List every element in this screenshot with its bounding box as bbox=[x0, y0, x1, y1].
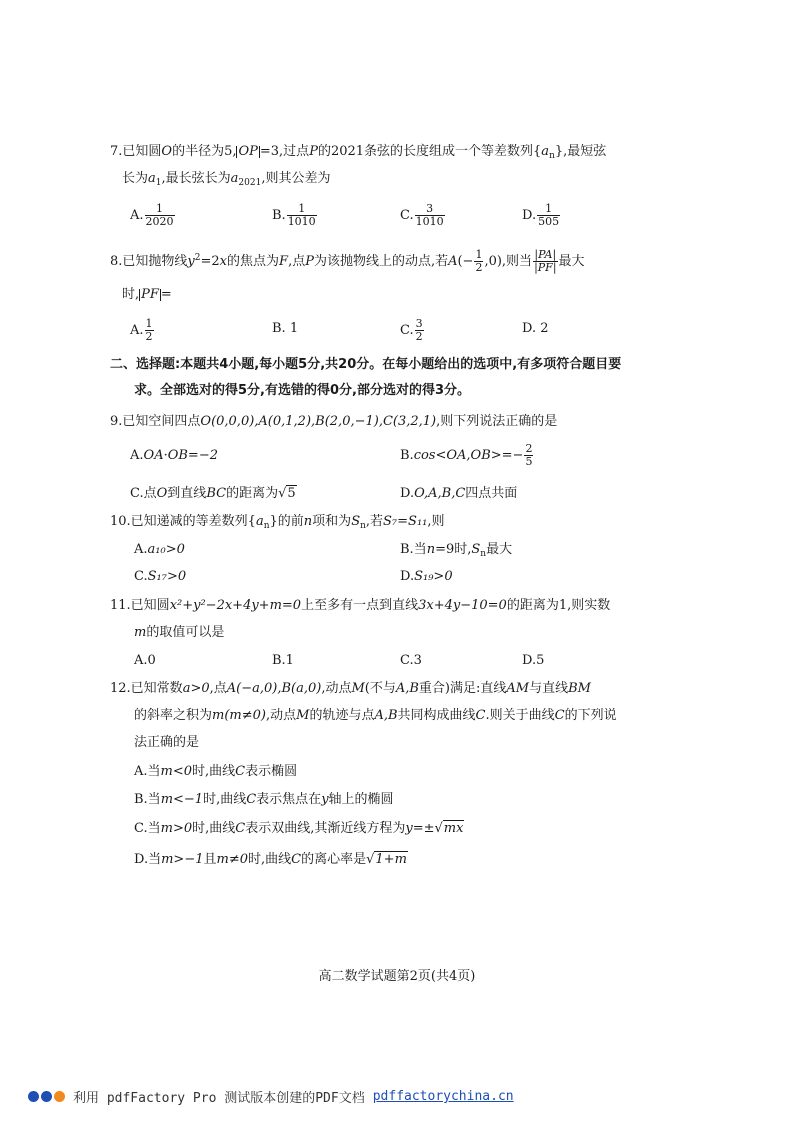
denominator: 2020 bbox=[145, 215, 174, 228]
q9-radicand: 5 bbox=[287, 486, 296, 501]
q12-b-text-2: 表示焦点在 bbox=[256, 792, 322, 807]
q11-option-a: A.0 bbox=[134, 653, 156, 668]
q11-line-eq: 3x+4y−10=0 bbox=[418, 598, 507, 613]
fraction bbox=[524, 443, 533, 468]
q12-c-text-2: 表示双曲线,其渐近线方程为 bbox=[245, 821, 406, 836]
q7-a1: a bbox=[148, 171, 156, 186]
q7-o: O bbox=[161, 144, 173, 159]
option-label: D. bbox=[400, 569, 415, 584]
q11-line1 bbox=[110, 597, 610, 615]
q10-b-n: n bbox=[426, 542, 436, 557]
section2-heading: 二、选择题:本题共4小题,每小题5分,共20分。在每小题给出的选项中,有多项符合题目要 bbox=[110, 357, 622, 372]
q8-text-d: 为该抛物线上的动点,若 bbox=[313, 254, 449, 269]
q12-c-radicand: mx bbox=[443, 821, 464, 836]
q12-am: AM bbox=[506, 681, 530, 696]
q12-a-cond: m<0 bbox=[160, 764, 193, 779]
q12-a-text: 时,曲线 bbox=[192, 764, 236, 779]
numerator: 1 bbox=[537, 203, 560, 216]
fraction bbox=[415, 318, 424, 343]
q12-text: 12.已知常数 bbox=[110, 681, 183, 696]
q12-option-a bbox=[134, 763, 297, 781]
q7-an: a bbox=[541, 144, 550, 159]
denominator: 2 bbox=[475, 261, 483, 274]
q10-text-b: }的前 bbox=[269, 514, 304, 529]
q12-b-cond: m<−1 bbox=[160, 792, 204, 807]
q8-text-b: 的焦点为 bbox=[227, 254, 280, 269]
denominator: 2 bbox=[145, 330, 153, 343]
q12-text-j: 共同构成曲线 bbox=[397, 708, 476, 723]
fraction bbox=[474, 249, 483, 274]
q7-a2021: a bbox=[230, 171, 239, 186]
q7-op-abs bbox=[236, 146, 259, 158]
q7-text-d: 的2021条弦的长度组成一个等差数列{ bbox=[317, 144, 542, 159]
q12-a-text-2: 表示椭圆 bbox=[245, 764, 298, 779]
option-label: A. bbox=[130, 448, 144, 463]
q10-b-sub: n bbox=[480, 549, 487, 559]
q7-line2 bbox=[122, 170, 330, 192]
option-label: B.当 bbox=[400, 542, 427, 557]
q12-b-y: y bbox=[321, 792, 329, 807]
q8-f: F bbox=[279, 254, 289, 269]
q12-d-radicand: 1+m bbox=[375, 852, 407, 867]
q8-option-a bbox=[130, 318, 155, 343]
option-label: B.当 bbox=[134, 792, 161, 807]
option-value: 2 bbox=[540, 321, 549, 336]
q12-text-c: ,动点 bbox=[321, 681, 352, 696]
q8-a: A bbox=[448, 254, 458, 269]
q9-option-d bbox=[400, 485, 517, 503]
ratio-fraction bbox=[533, 249, 557, 274]
option-label: D. bbox=[522, 321, 537, 336]
numerator: 1 bbox=[287, 203, 317, 216]
q8-p: P bbox=[305, 254, 314, 269]
q10-n: n bbox=[303, 514, 313, 529]
logo-dot-icon bbox=[28, 1091, 39, 1102]
q12-option-b bbox=[134, 791, 394, 809]
q9-text-b: ,则下列说法正确的是 bbox=[436, 414, 558, 429]
denominator: 5 bbox=[525, 455, 533, 468]
option-label: D. bbox=[522, 208, 537, 223]
q7-option-b bbox=[272, 203, 318, 228]
q7-option-a bbox=[130, 203, 176, 228]
q10-s-sub: n bbox=[360, 521, 366, 531]
q10-b-s: S bbox=[471, 542, 481, 557]
fraction bbox=[145, 318, 154, 343]
q10-a-val: a₁₀>0 bbox=[147, 542, 185, 557]
q11-text-d: 的取值可以是 bbox=[146, 625, 225, 640]
q12-c-text: 时,曲线 bbox=[192, 821, 236, 836]
q7-text: 7.已知圆 bbox=[110, 144, 162, 159]
denominator: |PF| bbox=[534, 261, 557, 274]
q8-option-b bbox=[272, 320, 298, 338]
watermark-text: 利用 pdfFactory Pro 测试版本创建的PDF文档 bbox=[73, 1091, 365, 1106]
option-label: B. bbox=[400, 448, 414, 463]
q9-text-c: 到直线 bbox=[167, 486, 207, 501]
q12-text-f: 与直线 bbox=[529, 681, 569, 696]
q9-text-d: 的距离为 bbox=[226, 486, 279, 501]
q12-line1 bbox=[110, 680, 591, 698]
q7-option-c bbox=[400, 203, 446, 228]
q11-line2 bbox=[134, 624, 224, 642]
q10-text-d: ,若 bbox=[365, 514, 384, 529]
q9-stem bbox=[110, 413, 557, 431]
section2-instructions: 求。全部选对的得5分,有选错的得0分,部分选对的得3分。 bbox=[134, 383, 471, 398]
q9-option-b bbox=[400, 443, 534, 468]
q9-points: O(0,0,0),A(0,1,2),B(2,0,−1),C(3,2,1) bbox=[200, 414, 437, 429]
q10-an-sub: n bbox=[263, 521, 270, 531]
q12-option-c bbox=[134, 820, 464, 838]
q11-text-c: 的距离为1,则实数 bbox=[506, 598, 611, 613]
pdffactory-watermark bbox=[28, 1087, 514, 1106]
q8-option-d bbox=[522, 320, 549, 338]
q8-text-f: 时, bbox=[122, 287, 140, 302]
q7-option-d bbox=[522, 203, 561, 228]
q9-points-d: O,A,B,C bbox=[414, 486, 466, 501]
q10-eq: S₇=S₁₁ bbox=[383, 514, 428, 529]
q11-option-c: C.3 bbox=[400, 653, 422, 668]
q8-eq: =2 bbox=[200, 254, 220, 269]
q12-line3: 法正确的是 bbox=[134, 735, 200, 750]
q11-text-b: 上至多有一点到直线 bbox=[301, 598, 419, 613]
q9-option-a bbox=[130, 447, 218, 465]
q12-c-cond: m>0 bbox=[160, 821, 193, 836]
q8-text-g: = bbox=[160, 287, 172, 302]
denominator: 505 bbox=[538, 215, 560, 228]
q12-points: A(−a,0),B(a,0) bbox=[226, 681, 322, 696]
q7-a1-sub: 1 bbox=[155, 178, 162, 188]
option-label: C.点 bbox=[130, 486, 157, 501]
q10-text-c: 项和为 bbox=[312, 514, 352, 529]
option-value: 1 bbox=[289, 321, 299, 336]
q10-an: a bbox=[255, 514, 264, 529]
q8-pa: PA bbox=[538, 248, 553, 261]
q8-text: 8.已知抛物线 bbox=[110, 254, 188, 269]
q8-pre: (− bbox=[457, 254, 474, 269]
option-label: B. bbox=[272, 321, 286, 336]
q7-text-c: =3,过点 bbox=[259, 144, 310, 159]
q9-cos: cos<OA,OB>=− bbox=[413, 448, 524, 463]
option-label: C. bbox=[400, 323, 414, 338]
q12-d-text-2: 时,曲线 bbox=[248, 852, 292, 867]
q8-text-e: 最大 bbox=[558, 254, 585, 269]
q12-m-cond: m(m≠0) bbox=[212, 708, 266, 723]
q10-option-c bbox=[134, 568, 186, 586]
q12-text-i: 的轨迹与点 bbox=[309, 708, 375, 723]
q12-text-e: 重合)满足:直线 bbox=[418, 681, 507, 696]
q7-text-e: },最短弦 bbox=[554, 144, 607, 159]
q10-b-text: =9时, bbox=[435, 542, 472, 557]
q11-circle-eq: x²+y²−2x+4y+m=0 bbox=[169, 598, 302, 613]
q12-c-eq: y=± bbox=[405, 821, 435, 836]
q10-option-d bbox=[400, 568, 453, 586]
q7-text-b: 的半径为5, bbox=[172, 144, 237, 159]
q10-stem bbox=[110, 513, 445, 535]
q7-text-f: 长为 bbox=[122, 171, 149, 186]
q11-option-d: D.5 bbox=[522, 653, 545, 668]
q9-text-e: 四点共面 bbox=[465, 486, 518, 501]
q12-text-h: ,动点 bbox=[265, 708, 297, 723]
option-label: A. bbox=[130, 208, 144, 223]
sqrt-sign: √ bbox=[366, 852, 375, 867]
q12-d-c: C bbox=[291, 852, 302, 867]
q12-a-c: C bbox=[235, 764, 246, 779]
q10-c-val: S₁₇>0 bbox=[147, 569, 187, 584]
option-label: A.当 bbox=[134, 764, 161, 779]
q12-c2: C bbox=[554, 708, 565, 723]
fraction bbox=[145, 203, 175, 228]
q10-b-text-2: 最大 bbox=[486, 542, 513, 557]
q12-c-c: C bbox=[235, 821, 246, 836]
denominator: 2 bbox=[415, 330, 423, 343]
q12-cond: a>0 bbox=[182, 681, 210, 696]
q7-an-sub: n bbox=[549, 151, 555, 161]
q12-d-cond: m>−1 bbox=[161, 852, 204, 867]
q10-option-a bbox=[134, 541, 185, 559]
q12-b-c: C bbox=[246, 792, 257, 807]
q8-post: ,0),则当 bbox=[484, 254, 533, 269]
watermark-link[interactable]: pdffactorychina.cn bbox=[372, 1089, 514, 1104]
logo-dot-icon bbox=[54, 1091, 65, 1102]
q11-text: 11.已知圆 bbox=[110, 598, 170, 613]
denominator: 1010 bbox=[287, 215, 316, 228]
numerator: 1 bbox=[145, 317, 153, 330]
option-label: D.当 bbox=[134, 852, 162, 867]
q9-dot-product: OA·OB=−2 bbox=[143, 448, 218, 463]
q10-text-e: ,则 bbox=[427, 514, 445, 529]
q12-ab2: A,B bbox=[374, 708, 398, 723]
q12-bm: BM bbox=[568, 681, 591, 696]
sqrt-sign: √ bbox=[278, 486, 287, 501]
q12-m2: M bbox=[296, 708, 310, 723]
q8-pf-abs bbox=[139, 289, 161, 301]
option-label: A. bbox=[134, 542, 148, 557]
option-label: D. bbox=[400, 486, 415, 501]
q8-y: y bbox=[187, 254, 195, 269]
fraction bbox=[415, 203, 445, 228]
q12-line2 bbox=[134, 707, 617, 725]
numerator: 3 bbox=[415, 317, 423, 330]
q8-text-c: ,点 bbox=[288, 254, 306, 269]
q10-option-b bbox=[400, 541, 512, 563]
denominator: 1010 bbox=[415, 215, 444, 228]
q9-option-c bbox=[130, 485, 297, 503]
option-label: C. bbox=[134, 569, 148, 584]
option-label: A. bbox=[130, 323, 144, 338]
q7-a2021-sub: 2021 bbox=[238, 178, 262, 188]
q8-line2 bbox=[122, 286, 172, 304]
q12-b-text-3: 轴上的椭圆 bbox=[328, 792, 394, 807]
logo-dot-icon bbox=[41, 1091, 52, 1102]
fraction bbox=[537, 203, 560, 228]
q7-op: OP bbox=[238, 144, 258, 159]
option-label: B. bbox=[272, 208, 286, 223]
option-label: C. bbox=[400, 208, 414, 223]
q12-d-cond-2: m≠0 bbox=[216, 852, 248, 867]
q8-x: x bbox=[219, 254, 228, 269]
numerator: |PA| bbox=[534, 248, 557, 261]
numerator: 1 bbox=[475, 248, 483, 261]
q12-m: M bbox=[351, 681, 365, 696]
q12-d-text-3: 的离心率是 bbox=[301, 852, 367, 867]
q11-m: m bbox=[134, 625, 147, 640]
q8-line1 bbox=[110, 249, 585, 274]
q12-text-d: (不与 bbox=[364, 681, 396, 696]
q12-d-text: 且 bbox=[203, 852, 217, 867]
q8-sq: 2 bbox=[194, 253, 201, 263]
q10-d-val: S₁₉>0 bbox=[414, 569, 453, 584]
q8-option-c bbox=[400, 318, 425, 343]
option-label: C.当 bbox=[134, 821, 161, 836]
q8-pf2: PF bbox=[141, 287, 159, 302]
q7-line1 bbox=[110, 143, 606, 165]
q12-text-k: .则关于曲线 bbox=[485, 708, 555, 723]
q7-text-h: ,则其公差为 bbox=[261, 171, 331, 186]
q12-b-text: 时,曲线 bbox=[203, 792, 247, 807]
numerator: 1 bbox=[145, 203, 175, 216]
numerator: 3 bbox=[415, 203, 445, 216]
numerator: 2 bbox=[525, 442, 533, 455]
q12-option-d bbox=[134, 851, 408, 869]
page-footer: 高二数学试题第2页(共4页) bbox=[318, 969, 476, 984]
sqrt-sign: √ bbox=[434, 821, 443, 836]
q7-text-g: ,最长弦长为 bbox=[161, 171, 231, 186]
q9-text: 9.已知空间四点 bbox=[110, 414, 201, 429]
q12-text-l: 的下列说 bbox=[564, 708, 617, 723]
q12-ab: A,B bbox=[395, 681, 419, 696]
q11-option-b: B.1 bbox=[272, 653, 294, 668]
q10-text: 10.已知递减的等差数列{ bbox=[110, 514, 256, 529]
fraction bbox=[287, 203, 317, 228]
q12-text-b: ,点 bbox=[209, 681, 227, 696]
q12-c: C bbox=[475, 708, 486, 723]
q10-s: S bbox=[351, 514, 361, 529]
q8-pf: PF bbox=[537, 261, 553, 274]
q9-bc: BC bbox=[206, 486, 227, 501]
q9-o: O bbox=[156, 486, 168, 501]
q7-p: P bbox=[309, 144, 318, 159]
q12-text-g: 的斜率之积为 bbox=[134, 708, 213, 723]
